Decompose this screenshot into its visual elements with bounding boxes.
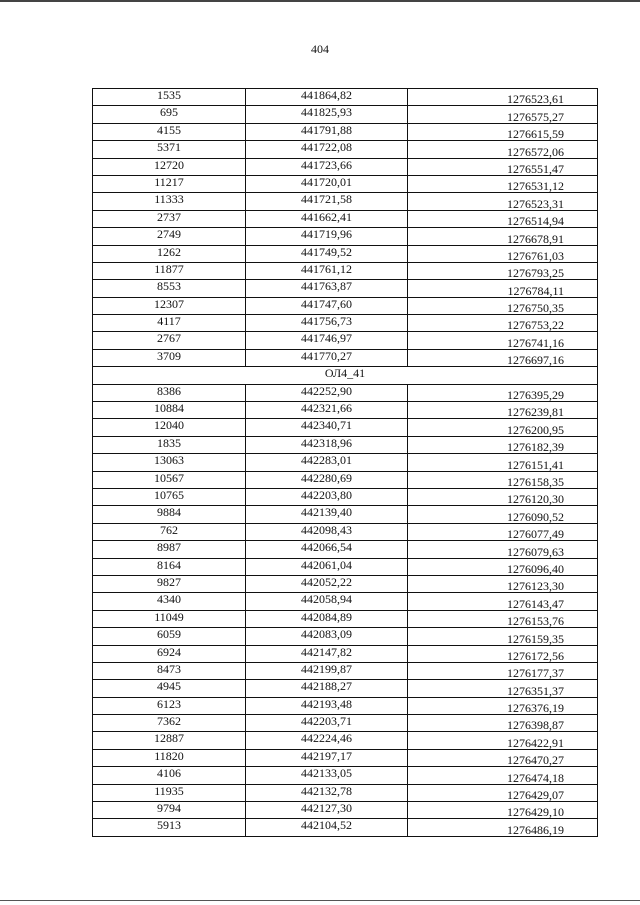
point-id-cell: 8987 [93, 541, 246, 558]
point-id-cell: 2737 [93, 210, 246, 227]
table-row [93, 245, 598, 262]
point-id-cell: 8386 [93, 384, 246, 401]
y-coordinate-cell: 1276523,31 [408, 193, 598, 210]
table-row [93, 662, 598, 679]
x-coordinate-cell: 442197,17 [246, 749, 408, 766]
point-id-cell: 8164 [93, 558, 246, 575]
table-row [93, 436, 598, 453]
point-id-cell: 762 [93, 523, 246, 540]
table-row [93, 158, 598, 175]
y-coordinate-cell: 1276615,59 [408, 123, 598, 140]
x-coordinate-cell: 442127,30 [246, 802, 408, 819]
table-row [93, 210, 598, 227]
x-coordinate-cell: 442224,46 [246, 732, 408, 749]
x-coordinate-cell: 441747,60 [246, 297, 408, 314]
y-coordinate-cell: 1276551,47 [408, 158, 598, 175]
point-id-cell: 4945 [93, 680, 246, 697]
x-coordinate-cell: 441749,52 [246, 245, 408, 262]
point-id-cell: 8553 [93, 280, 246, 297]
y-coordinate-cell: 1276761,03 [408, 245, 598, 262]
table-row [93, 123, 598, 140]
table-row [93, 732, 598, 749]
point-id-cell: 11217 [93, 175, 246, 192]
x-coordinate-cell: 442283,01 [246, 454, 408, 471]
section-label: ОЛ4_41 [93, 367, 598, 384]
x-coordinate-cell: 442066,54 [246, 541, 408, 558]
table-row [93, 628, 598, 645]
x-coordinate-cell: 442104,52 [246, 819, 408, 836]
x-coordinate-cell: 442098,43 [246, 523, 408, 540]
x-coordinate-cell: 442340,71 [246, 419, 408, 436]
table-row [93, 106, 598, 123]
point-id-cell: 4155 [93, 123, 246, 140]
point-id-cell: 11820 [93, 749, 246, 766]
y-coordinate-cell: 1276143,47 [408, 593, 598, 610]
table-row [93, 89, 598, 106]
point-id-cell: 6924 [93, 645, 246, 662]
point-id-cell: 6059 [93, 628, 246, 645]
point-id-cell: 9827 [93, 575, 246, 592]
y-coordinate-cell: 1276151,41 [408, 454, 598, 471]
table-row [93, 541, 598, 558]
x-coordinate-cell: 441721,58 [246, 193, 408, 210]
x-coordinate-cell: 442203,80 [246, 488, 408, 505]
x-coordinate-cell: 442133,05 [246, 767, 408, 784]
x-coordinate-cell: 442061,04 [246, 558, 408, 575]
y-coordinate-cell: 1276395,29 [408, 384, 598, 401]
point-id-cell: 2767 [93, 332, 246, 349]
table-row [93, 749, 598, 766]
x-coordinate-cell: 442084,89 [246, 610, 408, 627]
point-id-cell: 1262 [93, 245, 246, 262]
table-row [93, 558, 598, 575]
point-id-cell: 10765 [93, 488, 246, 505]
point-id-cell: 11877 [93, 262, 246, 279]
coordinates-table [92, 88, 598, 837]
y-coordinate-cell: 1276159,35 [408, 628, 598, 645]
point-id-cell: 1835 [93, 436, 246, 453]
coordinates-group-a [93, 89, 598, 367]
point-id-cell: 12307 [93, 297, 246, 314]
y-coordinate-cell: 1276572,06 [408, 141, 598, 158]
y-coordinate-cell: 1276090,52 [408, 506, 598, 523]
y-coordinate-cell: 1276376,19 [408, 697, 598, 714]
x-coordinate-cell: 442252,90 [246, 384, 408, 401]
y-coordinate-cell: 1276077,49 [408, 523, 598, 540]
y-coordinate-cell: 1276793,25 [408, 262, 598, 279]
x-coordinate-cell: 441720,01 [246, 175, 408, 192]
x-coordinate-cell: 442280,69 [246, 471, 408, 488]
point-id-cell: 9884 [93, 506, 246, 523]
x-coordinate-cell: 441719,96 [246, 228, 408, 245]
x-coordinate-cell: 442203,71 [246, 715, 408, 732]
table-row [93, 680, 598, 697]
y-coordinate-cell: 1276079,63 [408, 541, 598, 558]
table-row [93, 280, 598, 297]
point-id-cell: 7362 [93, 715, 246, 732]
y-coordinate-cell: 1276750,35 [408, 297, 598, 314]
table-row [93, 454, 598, 471]
point-id-cell: 4106 [93, 767, 246, 784]
y-coordinate-cell: 1276123,30 [408, 575, 598, 592]
y-coordinate-cell: 1276697,16 [408, 349, 598, 366]
point-id-cell: 13063 [93, 454, 246, 471]
table-row [93, 506, 598, 523]
x-coordinate-cell: 441864,82 [246, 89, 408, 106]
x-coordinate-cell: 442193,48 [246, 697, 408, 714]
section-header-row [93, 367, 598, 384]
point-id-cell: 9794 [93, 802, 246, 819]
x-coordinate-cell: 441791,88 [246, 123, 408, 140]
section-header-group [93, 367, 598, 384]
table-row [93, 488, 598, 505]
point-id-cell: 3709 [93, 349, 246, 366]
table-row [93, 175, 598, 192]
table-row [93, 471, 598, 488]
table-row [93, 332, 598, 349]
x-coordinate-cell: 442321,66 [246, 402, 408, 419]
x-coordinate-cell: 442058,94 [246, 593, 408, 610]
scan-top-edge [0, 0, 640, 2]
y-coordinate-cell: 1276753,22 [408, 315, 598, 332]
scan-bottom-edge [0, 900, 640, 901]
y-coordinate-cell: 1276429,07 [408, 784, 598, 801]
point-id-cell: 11049 [93, 610, 246, 627]
x-coordinate-cell: 441746,97 [246, 332, 408, 349]
x-coordinate-cell: 441722,08 [246, 141, 408, 158]
table-row [93, 384, 598, 401]
point-id-cell: 2749 [93, 228, 246, 245]
coordinates-group-b [93, 384, 598, 836]
table-row [93, 523, 598, 540]
x-coordinate-cell: 441825,93 [246, 106, 408, 123]
x-coordinate-cell: 442188,27 [246, 680, 408, 697]
y-coordinate-cell: 1276422,91 [408, 732, 598, 749]
point-id-cell: 5371 [93, 141, 246, 158]
table-row [93, 141, 598, 158]
point-id-cell: 5913 [93, 819, 246, 836]
table-row [93, 262, 598, 279]
point-id-cell: 10884 [93, 402, 246, 419]
y-coordinate-cell: 1276523,61 [408, 89, 598, 106]
y-coordinate-cell: 1276741,16 [408, 332, 598, 349]
x-coordinate-cell: 442052,22 [246, 575, 408, 592]
y-coordinate-cell: 1276153,76 [408, 610, 598, 627]
point-id-cell: 4340 [93, 593, 246, 610]
point-id-cell: 11935 [93, 784, 246, 801]
table-row [93, 715, 598, 732]
table-row [93, 610, 598, 627]
y-coordinate-cell: 1276575,27 [408, 106, 598, 123]
y-coordinate-cell: 1276429,10 [408, 802, 598, 819]
y-coordinate-cell: 1276096,40 [408, 558, 598, 575]
table-row [93, 419, 598, 436]
x-coordinate-cell: 442139,40 [246, 506, 408, 523]
table-row [93, 802, 598, 819]
y-coordinate-cell: 1276351,37 [408, 680, 598, 697]
x-coordinate-cell: 441761,12 [246, 262, 408, 279]
y-coordinate-cell: 1276474,18 [408, 767, 598, 784]
y-coordinate-cell: 1276158,35 [408, 471, 598, 488]
x-coordinate-cell: 441723,66 [246, 158, 408, 175]
table-row [93, 593, 598, 610]
table-row [93, 297, 598, 314]
x-coordinate-cell: 441756,73 [246, 315, 408, 332]
table-row [93, 645, 598, 662]
point-id-cell: 6123 [93, 697, 246, 714]
y-coordinate-cell: 1276514,94 [408, 210, 598, 227]
x-coordinate-cell: 441662,41 [246, 210, 408, 227]
x-coordinate-cell: 441770,27 [246, 349, 408, 366]
y-coordinate-cell: 1276182,39 [408, 436, 598, 453]
table-row [93, 193, 598, 210]
table-row [93, 228, 598, 245]
y-coordinate-cell: 1276784,11 [408, 280, 598, 297]
x-coordinate-cell: 441763,87 [246, 280, 408, 297]
y-coordinate-cell: 1276398,87 [408, 715, 598, 732]
x-coordinate-cell: 442147,82 [246, 645, 408, 662]
y-coordinate-cell: 1276678,91 [408, 228, 598, 245]
point-id-cell: 695 [93, 106, 246, 123]
x-coordinate-cell: 442318,96 [246, 436, 408, 453]
y-coordinate-cell: 1276177,37 [408, 662, 598, 679]
point-id-cell: 11333 [93, 193, 246, 210]
table-row [93, 349, 598, 366]
y-coordinate-cell: 1276239,81 [408, 402, 598, 419]
point-id-cell: 12040 [93, 419, 246, 436]
table-row [93, 575, 598, 592]
y-coordinate-cell: 1276531,12 [408, 175, 598, 192]
table-row [93, 784, 598, 801]
x-coordinate-cell: 442199,87 [246, 662, 408, 679]
y-coordinate-cell: 1276200,95 [408, 419, 598, 436]
point-id-cell: 10567 [93, 471, 246, 488]
table-row [93, 697, 598, 714]
table-row [93, 402, 598, 419]
point-id-cell: 12720 [93, 158, 246, 175]
point-id-cell: 1535 [93, 89, 246, 106]
x-coordinate-cell: 442083,09 [246, 628, 408, 645]
point-id-cell: 12887 [93, 732, 246, 749]
point-id-cell: 8473 [93, 662, 246, 679]
table-row [93, 767, 598, 784]
table-row [93, 315, 598, 332]
page-number: 404 [311, 42, 329, 56]
y-coordinate-cell: 1276120,30 [408, 488, 598, 505]
x-coordinate-cell: 442132,78 [246, 784, 408, 801]
table-row [93, 819, 598, 836]
y-coordinate-cell: 1276172,56 [408, 645, 598, 662]
y-coordinate-cell: 1276486,19 [408, 819, 598, 836]
y-coordinate-cell: 1276470,27 [408, 749, 598, 766]
point-id-cell: 4117 [93, 315, 246, 332]
